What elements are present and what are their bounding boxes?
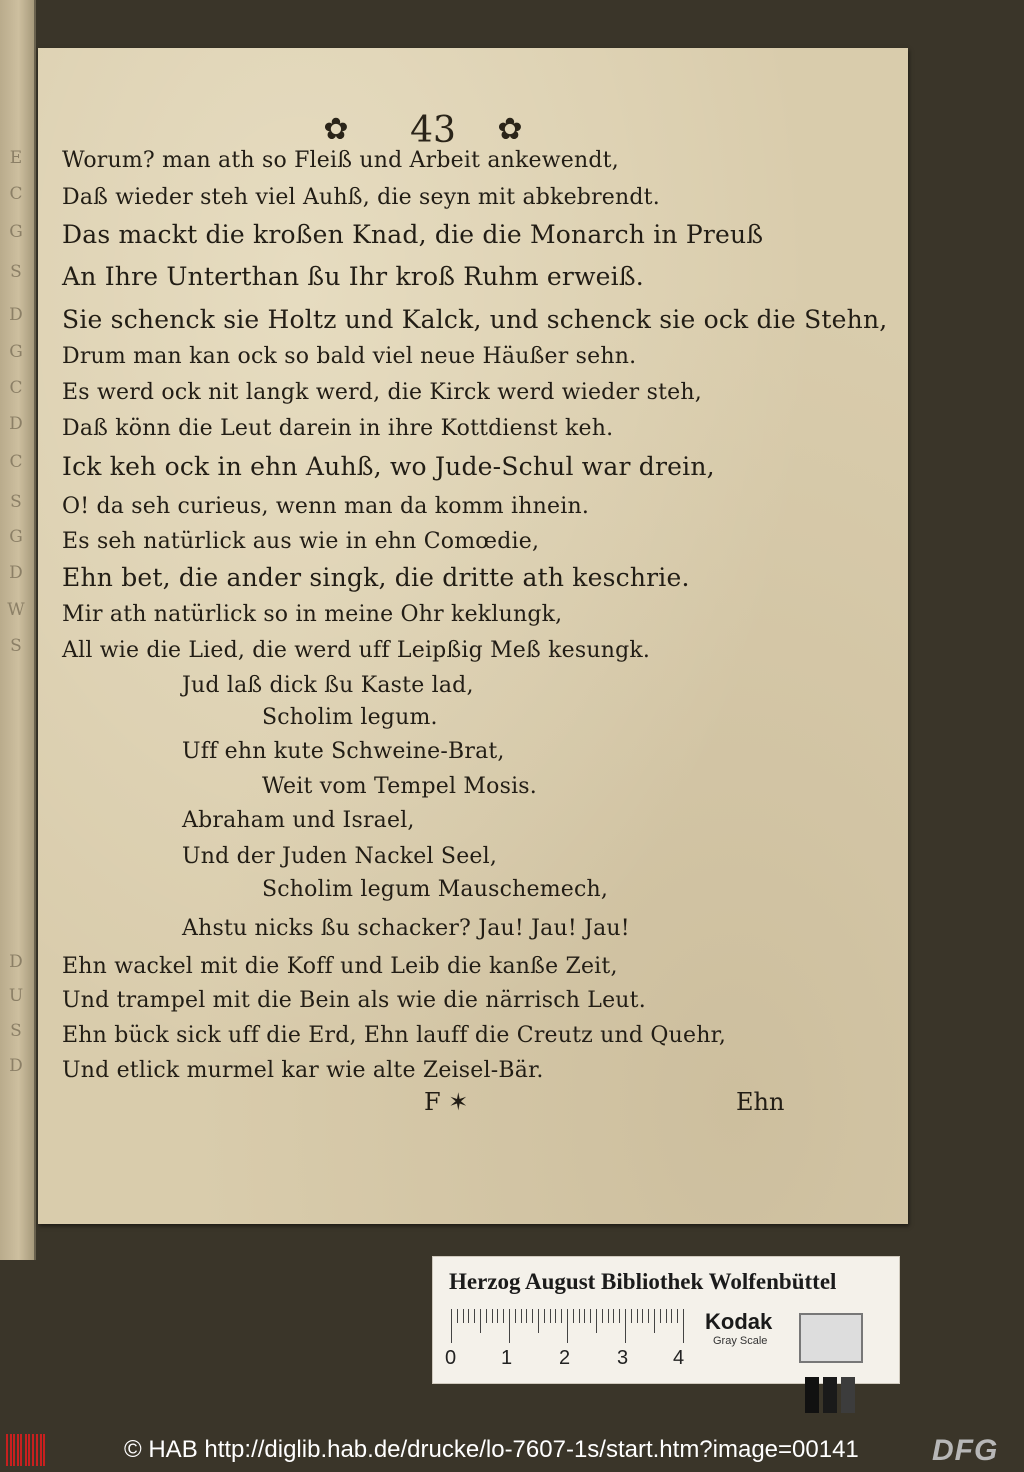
previous-page-glyph: D <box>9 1056 23 1076</box>
ruler-tick <box>526 1309 527 1323</box>
ruler-tick <box>677 1309 678 1323</box>
flower-ornament-icon: ✿ <box>497 112 523 147</box>
previous-page-glyph: C <box>9 452 23 472</box>
previous-page-glyph: E <box>9 148 23 168</box>
previous-page-glyph: W <box>7 600 25 620</box>
verse-line: Daß könn die Leut darein in ihre Kottdienst keh. <box>62 416 614 441</box>
ruler-numbers <box>445 1347 685 1375</box>
gray-patch <box>823 1377 837 1413</box>
flower-ornament-icon: ✿ <box>323 112 349 147</box>
ruler-tick <box>532 1309 533 1323</box>
ruler-tick <box>613 1309 614 1323</box>
ruler-number: 0 <box>445 1347 457 1369</box>
barcode-bar <box>20 1434 22 1466</box>
signature-mark: F ✶ <box>424 1088 469 1116</box>
ruler-tick <box>590 1309 591 1323</box>
ruler-number: 2 <box>559 1347 571 1369</box>
ruler-tick <box>654 1309 655 1333</box>
verse-line: Daß wieder steh viel Auhß, die seyn mit abkebrendt. <box>62 185 660 210</box>
verse-line: All wie die Lied, die werd uff Leipßig Meß kesungk. <box>62 638 651 663</box>
library-name: Herzog August Bibliothek Wolfenbüttel <box>449 1269 837 1294</box>
copyright-link[interactable]: © HAB http://diglib.hab.de/drucke/lo-7607-1s/start.htm?image=00141 <box>124 1436 859 1463</box>
ruler-tick <box>625 1309 626 1343</box>
previous-page-glyph: S <box>10 262 22 282</box>
ruler-tick <box>573 1309 574 1323</box>
verse-line: Ehn bück sick uff die Erd, Ehn lauff die Creutz und Quehr, <box>62 1023 727 1048</box>
verse-line: Sie schenck sie Holtz und Kalck, und schenck sie ock die Stehn, <box>62 305 888 334</box>
ruler-tick <box>683 1309 684 1343</box>
gray-scale-label: Gray Scale <box>713 1335 768 1347</box>
barcode-bar <box>13 1434 15 1466</box>
ruler-tick <box>538 1309 539 1333</box>
ruler-tick <box>486 1309 487 1323</box>
previous-page-glyph: C <box>9 184 23 204</box>
barcode-bar <box>28 1434 30 1466</box>
previous-page-glyph: D <box>9 305 23 325</box>
ruler-tick <box>550 1309 551 1323</box>
verse-line: An Ihre Unterthan ßu Ihr kroß Ruhm erweiß. <box>62 262 644 291</box>
barcode-bar <box>43 1434 45 1466</box>
ruler-tick <box>602 1309 603 1323</box>
ruler-tick <box>544 1309 545 1323</box>
ruler-tick <box>457 1309 458 1323</box>
previous-page-glyph: U <box>8 986 24 1006</box>
verse-line: Abraham und Israel, <box>182 808 415 833</box>
dfg-logo: DFG <box>932 1434 999 1467</box>
ruler-tick <box>660 1309 661 1323</box>
verse-line: Scholim legum. <box>262 705 438 730</box>
verse-line: O! da seh curieus, wenn man da komm ihnein. <box>62 494 590 519</box>
ruler-tick <box>555 1309 556 1323</box>
verse-line: Jud laß dick ßu Kaste lad, <box>182 673 474 698</box>
page-number: 43 <box>410 110 456 151</box>
previous-page-glyph: D <box>9 952 23 972</box>
barcode-bar <box>25 1434 27 1466</box>
verse-line: Worum? man ath so Fleiß und Arbeit ankewendt, <box>62 148 619 173</box>
previous-page-glyph: S <box>10 1021 22 1041</box>
ruler-tick <box>561 1309 562 1323</box>
gray-patch <box>841 1377 855 1413</box>
previous-page-glyph: S <box>10 492 22 512</box>
previous-page-glyph: G <box>9 342 23 362</box>
verse-line: Es seh natürlick aus wie in ehn Comœdie, <box>62 529 540 554</box>
ruler-tick <box>480 1309 481 1333</box>
barcode-bar <box>10 1434 12 1466</box>
previous-page-glyph: G <box>9 527 23 547</box>
verse-line: Es werd ock nit langk werd, die Kirck werd wieder steh, <box>62 380 702 405</box>
ruler-tick <box>596 1309 597 1333</box>
ruler-tick <box>567 1309 568 1343</box>
verse-line: Und der Juden Nackel Seel, <box>182 844 498 869</box>
verse-line: Ick keh ock in ehn Auhß, wo Jude-Schul war drein, <box>62 452 715 481</box>
ruler-tick <box>579 1309 580 1323</box>
barcode-bar <box>6 1434 8 1466</box>
ruler-tick <box>642 1309 643 1323</box>
ruler-number: 3 <box>617 1347 629 1369</box>
ruler-tick <box>671 1309 672 1323</box>
verse-line: Ahstu nicks ßu schacker? Jau! Jau! Jau! <box>182 916 630 941</box>
ruler-tick <box>492 1309 493 1323</box>
verse-line: Drum man kan ock so bald viel neue Häußer sehn. <box>62 344 637 369</box>
gray-patch <box>805 1377 819 1413</box>
ruler-tick <box>648 1309 649 1323</box>
ruler-number: 4 <box>673 1347 685 1369</box>
ruler-tick <box>474 1309 475 1323</box>
ruler-tick <box>637 1309 638 1323</box>
ruler-tick <box>451 1309 452 1343</box>
ruler-tick <box>631 1309 632 1323</box>
ruler-tick <box>497 1309 498 1323</box>
barcode-bar <box>36 1434 38 1466</box>
verse-line: Und etlick murmel kar wie alte Zeisel-Bär. <box>62 1058 544 1083</box>
ruler-tick <box>463 1309 464 1323</box>
gray-scale-patches <box>799 1313 863 1363</box>
kodak-brand: Kodak <box>705 1309 773 1334</box>
ruler-tick <box>608 1309 609 1323</box>
ruler-tick <box>584 1309 585 1323</box>
verse-line: Scholim legum Mauschemech, <box>262 877 609 902</box>
ruler-tick <box>515 1309 516 1323</box>
ruler-tick <box>503 1309 504 1323</box>
library-color-chart <box>432 1256 900 1384</box>
barcode-icon <box>6 1434 46 1466</box>
barcode-bar <box>40 1434 42 1466</box>
verse-line: Und trampel mit die Bein als wie die närrisch Leut. <box>62 988 646 1013</box>
previous-page-glyph: G <box>9 222 23 242</box>
ruler-tick <box>509 1309 510 1343</box>
ruler-number: 1 <box>501 1347 513 1369</box>
ruler-tick <box>619 1309 620 1323</box>
catchword: Ehn <box>736 1088 785 1116</box>
scale-ruler <box>451 1309 687 1349</box>
ruler-tick <box>468 1309 469 1323</box>
previous-page-glyph: D <box>9 414 23 434</box>
verse-line: Weit vom Tempel Mosis. <box>262 774 537 799</box>
verse-line: Mir ath natürlick so in meine Ohr keklungk, <box>62 602 563 627</box>
previous-page-glyph: S <box>10 636 22 656</box>
ruler-tick <box>666 1309 667 1323</box>
verse-line: Ehn bet, die ander singk, die dritte ath keschrie. <box>62 563 690 592</box>
verse-line: Uff ehn kute Schweine-Brat, <box>182 739 505 764</box>
viewer-footer <box>0 1430 1024 1472</box>
ruler-tick <box>521 1309 522 1323</box>
barcode-bar <box>32 1434 34 1466</box>
previous-page-glyph: D <box>9 563 23 583</box>
verse-line: Ehn wackel mit die Koff und Leib die kanße Zeit, <box>62 954 618 979</box>
previous-page-glyph: C <box>9 378 23 398</box>
verse-line: Das mackt die kroßen Knad, die die Monarch in Preuß <box>62 220 764 249</box>
barcode-bar <box>17 1434 19 1466</box>
